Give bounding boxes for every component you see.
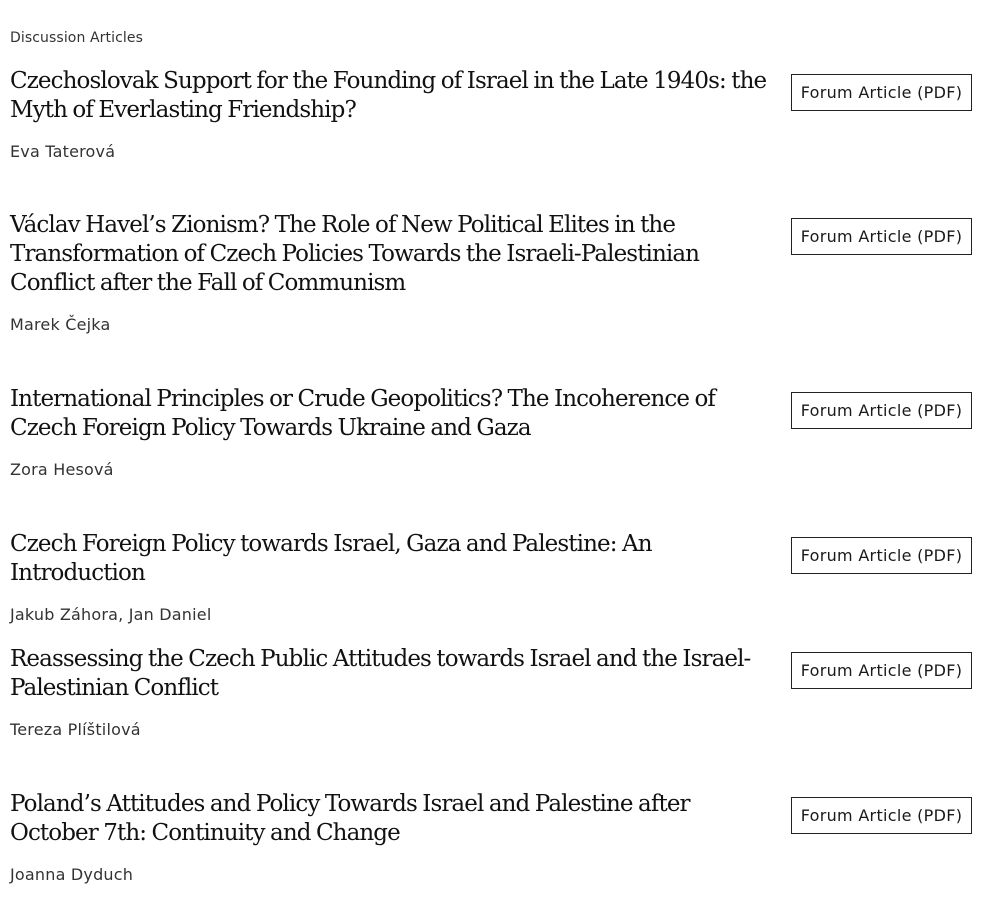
article-item (10, 211, 972, 335)
forum-article-pdf-button[interactable]: Forum Article (PDF) (791, 652, 972, 689)
article-authors: Zora Hesová (10, 460, 114, 479)
article-authors: Marek Čejka (10, 315, 111, 334)
section-label: Discussion Articles (10, 30, 144, 46)
article-item (10, 790, 972, 885)
article-authors: Joanna Dyduch (10, 865, 134, 884)
article-title-link[interactable]: Czechoslovak Support for the Founding of Israel in the Late 1940s: the Myth of Everlasting Friendship? (10, 68, 767, 123)
article-authors: Jakub Záhora, Jan Daniel (10, 605, 212, 624)
article-authors: Eva Taterová (10, 142, 116, 161)
article-item (10, 385, 972, 480)
forum-article-pdf-button[interactable]: Forum Article (PDF) (791, 797, 972, 834)
forum-article-pdf-button[interactable]: Forum Article (PDF) (791, 74, 972, 111)
forum-article-pdf-button[interactable]: Forum Article (PDF) (791, 218, 972, 255)
article-item (10, 645, 972, 740)
article-title-link[interactable]: Czech Foreign Policy towards Israel, Gaza and Palestine: An Introduction (10, 531, 652, 586)
article-title-link[interactable]: Reassessing the Czech Public Attitudes towards Israel and the Israel-Palestinian Conflict (10, 646, 751, 701)
article-title-link[interactable]: Václav Havel’s Zionism? The Role of New Political Elites in the Transformation of Czech Policies Towards the Israeli-Palestinian Conflict after the Fall of Communism (10, 212, 700, 296)
forum-article-pdf-button[interactable]: Forum Article (PDF) (791, 537, 972, 574)
article-title-link[interactable]: International Principles or Crude Geopolitics? The Incoherence of Czech Foreign Policy Towards Ukraine and Gaza (10, 386, 716, 441)
forum-article-pdf-button[interactable]: Forum Article (PDF) (791, 392, 972, 429)
article-item (10, 67, 972, 162)
article-title-link[interactable]: Poland’s Attitudes and Policy Towards Israel and Palestine after October 7th: Continuity and Change (10, 791, 690, 846)
article-item (10, 530, 972, 625)
article-authors: Tereza Plíštilová (10, 720, 141, 739)
